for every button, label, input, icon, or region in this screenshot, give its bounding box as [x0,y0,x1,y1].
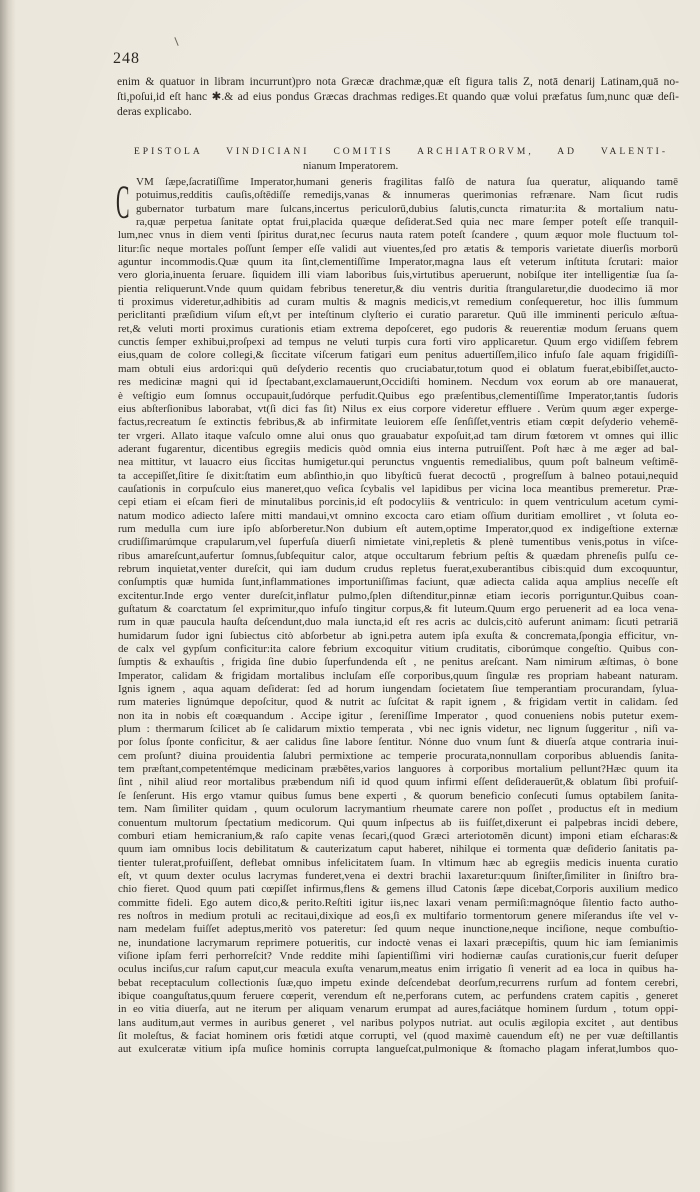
body-line-text: viſione ipſam ferri perhorreſcit? Vnde reddite mihi ſapientiſſimi viri hodiernæ cauſas curationis,cur fuerit deſuper [118,949,678,962]
body-line [118,323,678,336]
body-line [118,763,678,776]
body-line [118,750,678,763]
body-line-text: nam medelam fuiſſet adeptus,meritò vos pateretur: ſed quum neque inunctione,neque inciſione, neque combuſtio- [118,923,678,936]
body-line-text: cepi etiam ei eſcam fieri de minutalibus porcinis,id eſt podocyliis & ventriculo: in quem ventriculum acetum cymi- [118,496,678,509]
body-line [118,857,678,870]
body-line-text: è veſtigio eum ſomnus occupauit,ſudórque perfudit.Quibus ego præſentibus,clementiſſime Imperator,tantis ſudoris [118,389,678,402]
body-line-text: res medicinæ magni qui id ſpectabant,exclamauerunt,Occidiſti hominem. Necdum vox eorum ab ore manauerat, [118,376,678,389]
body-line [118,590,678,603]
body-line [118,510,678,523]
body-line [118,696,678,709]
body-line [118,616,678,629]
body-line [118,937,678,950]
body-line-text: pientia reliquerunt.Vnde quum quidam febribus teneretur,& diu ventris duritia ſtrangularetur,die duodecimo iā mor [118,282,678,295]
body-line [118,430,678,443]
body-line-text: tem præſtant,competentémque medicinam præbētes,varios languores à corporibus mortalium pellunt?Hæc quum ita [118,763,678,776]
body-line [118,803,678,816]
body-line-text: guſtatum & coarctatum ſel exprimitur,quo infuſo tingitur corpus,& fit luteum.Quum ergo peruenerit ad ea loca vena- [118,603,678,615]
body-line-text: eius abſterſionibus laborabat, vt(ſi dici fas ſit) Nilus ex eius corpore videretur effluere . Verùm quum æger experge- [118,402,678,415]
body-line [118,710,678,723]
body-line [118,830,678,843]
page-number: 248 [113,50,140,67]
body-line-text: rebrum inquietat,venter dureſcit, qui iam dudum crudus repletus fuerat,exuberantibus cibis:quid dum excoquuntur, [118,562,678,575]
body-line-text: aderant fugarentur, dicentibus egregiis medicis quòd omnia eius interna putruiſſent. Poſt hæc à me æger ad bal- [118,442,678,455]
body-line-text: tem. Nam ſimiliter quidam , quum oculorum lacrymantium rheumate carere non poſſet , productus eſt in medium [118,803,678,816]
body-line-text: litur:ſic neque mortales poſſunt ſemper eſſe validi aut viuentes,ſed pro ætatis & temporis varietate diuerſis morborū [118,242,678,255]
body-line-text: cauſationis in corpuſculo eius maneret,quo veſica ſcybalis vel lapidibus per vicina loca meantibus premeretur. Præ- [118,482,678,495]
body-line-text: nea mittitur, vt lauacro eius ſiccitas humigetur.qui perunctus vnguentis remedialibus, quum poſt balneum veſtimē- [118,456,678,469]
body-line [136,216,678,229]
body-line-text: in eo vitia diuerſa, aut ne iterum per aliquam venarum erumpat ad aures,faciátque hominem ſurdum , totum oppi- [118,1003,678,1016]
preface-line-text: enim & quatuor in libram incurrunt)pro nota Græcæ drachmæ,quæ eſt figura talis Z, notā denarij Latinam,quā no- [117,76,679,88]
body-line [118,376,678,389]
body-line [118,670,678,683]
body-line-text: chio fieret. Quod quum pati cœpiſſet infirmus,flens & gemens illud Catonis ſæpe dicebat,Corporis auxilium medico [118,883,678,896]
preface-line [117,75,679,90]
body-line [118,363,678,376]
body-line [136,189,678,202]
body-line [118,776,678,789]
body-line-text: vero gloria,inuenta ſeruare. ſiquidem illi viam laboribus ſuis,virtutibus aperuerunt, nobiſque iter intelligentiæ ſua ſa- [118,269,678,282]
body-line-text: committe fideli. Ego autem dico,& perito.Reſtiti igitur iis,nec laxari venam permiſi:magnóque ſilentio facto autho- [118,896,678,909]
body-line-text: ribus amareſcunt,aufertur ſomnus,ſubſequitur calor, atque occultarum febrium peſtis & quædam phreneſis pulſu ce- [118,549,678,562]
body-line-text: ra,quæ perpetua ſanitate optat frui,placida quæque deſiderat.Sed quia nec mare ſemper poteſt eſſe tranquil- [136,216,678,229]
body-line [118,1003,678,1016]
body-line [118,243,678,256]
body-line-text: ter vrgeri. Allato itaque vaſculo omne alui onus quo grauabatur expoſuit,ad tam dirum fœtorem vt omnes qui illic [118,429,678,442]
body-line-text: ſumptis & exhauſtis , frigida ſine dubio ſuperfundenda eſt , ne penitus areſcant. Nam nimirum æſtimas, ò bone [118,656,678,669]
body-line-text: natum modico adiecto laſere mitti mandaui,vt omnino excocta caro etiam oſſium duritiam emolliret , vt ſoluta eo- [118,509,678,522]
body-line-text: ſe ſenſerunt. His ergo vtamur quibus ſumus bene experti , & quorum beneficio conſecuti ſumus optabilem ſanita- [118,789,678,802]
body-line [118,643,678,656]
body-line [118,536,678,549]
body-line-text: rum materies lignúmque depoſcitur, quod & nutrit ac ſuſcitat & rapit ignem , & frigidam vertit in calidam. ſed [118,696,678,709]
body-line-text: lum,nec vnus in diem venti ſpiritus durat,nec ſecurus nauta ratem poteſt ſcandere , quum æquor mole fluctuum tol- [118,229,678,242]
body-line [118,483,678,496]
body-line-text: res noſtros in medium protuli ac recitaui,dixique ad eos,ſi ex multifario tormentorum genere miſerandus iſte vel v- [118,909,678,922]
preface-paragraph [117,75,679,120]
body-line [118,630,678,643]
body-line-text: comburi etiam hemicranium,& raſo capite venas ſecari,(quod Græci arteriotomēn dicunt) imponi etiam eſcharas:& [118,829,678,842]
body-line [118,1043,678,1056]
body-line [118,683,678,696]
body-line [118,790,678,803]
body-line-text: ſint , nihil aliud reor mortalibus præbendum niſi id quod quum infirmi eſſent deſiderauerūt,& oblatum ſibi profuiſ- [118,776,678,789]
body-line-text: excitentur.Inde ergo venter dureſcit,inflatur pulmo,ſplen diſtenditur,pinnæ etiam iecoris porriguntur.Quibus coan- [118,589,678,602]
body-line-text: aguntur incommodis.Quæ quum ita ſint,clementiſſime Imperator,magna laus eſt veterum inſtituta ſcrutari: maior [118,256,678,269]
body-line-text: eſt, vt quum dexter oculus lacrymas funderet,vena ei dextri brachii laxaretur:quum ſiniſter,ſimiliter in ſiniſtro bra- [118,869,678,882]
body-line-text: por ſolus ſponte conficitur, & aer calidus ſine labore ſentitur. Nónne duo vnum ſunt & diuerſa atque contraria inui- [118,736,678,749]
body-line [118,523,678,536]
body-line [136,176,678,189]
body-line [118,990,678,1003]
body-line-text: oculus inciſus,cur raſum caput,cur meacula exuſta venarum,meatus enim irrigatio ſi venerit ad ea loca in quibus ha- [118,963,678,976]
body-line [118,283,678,296]
body-line-text: periclitanti præſidium viſum eſt,vt per inteſtinum clyſterio ei curatio pararetur. Quū ille imminenti periculo æſtua- [118,309,678,322]
body-line-text: crudiſſimarúmque crapularum,vel ſuperfuſa diuerſi nimietate vini,repletis & plenè tumentibus venis,potus in viſce- [118,536,678,549]
preface-line [117,90,679,105]
body-line-text: ne, inundatione lacrymarum reprimere potueritis, cur indoctè venas ei laxari præcepiſtis, quum hic iam ſemianimis [118,936,678,949]
body-line-text: ret,& veluti morti proximus curationis etiam extrema depoſceret, ego pudoris & reuerentiæ modum ſeruans quem [118,322,678,335]
body-line-text: aut exulceratæ vitium ipſa muſice hominis corrupta langueſcat,pulmonique & ſtomacho plagam inferat,lumbos quo- [118,1043,678,1056]
body-line [136,203,678,216]
body-line-text: ta accepiſſet,ſitire ſe dixit:ſtatim eum abſinthio,in quo libyſticū fuerat decoctū , progreſſum à balneo potaui,nequid [118,469,678,482]
heading-title-continued [303,159,398,173]
body-line [118,1017,678,1030]
body-line-text: quum iam omnibus locis debilitatum & cauterizatum caput haberet, nihilque ei tormenta quæ deſiderio ſanitatis pa- [118,843,678,856]
body-line-text: lans auditum,aut vermes in auribus generet , vel naribus polypos nutriat. aut oculis ægilopia excitet , aut dentibus [118,1016,678,1029]
body-line [118,496,678,509]
body-line-text: Imperator, calidam & frigidam mortalibus incluſam eſſe corporibus,quum ſingulæ res propriam habeant naturam. [118,669,678,682]
body-line-text: cem proſunt? diuina prouidentia ſalubri permixtione ac temperie procurata,nonnullam corporibus abluendis ſanita- [118,749,678,762]
heading-title-text: EPISTOLA VINDICIANI COMITIS ARCHIATRORVM, AD VALENTI- [134,147,668,157]
body-line-text: mam obtuli eius ardori:qui quū deſyderio recentis quo cruciabatur,totum quod ei oblatum fuerat,ebibiſſet,aucto- [118,362,678,375]
body-line [118,923,678,936]
page-edge-shadow [0,0,16,1192]
body-line-text: conuentum multorum ſpectatium medicorum. Qui quum inſpectus ab iis fuiſſet,dixerunt ei palpebras incidi debere, [118,816,678,829]
epistle-text-lines [118,176,678,1057]
body-line [118,416,678,429]
body-line [118,656,678,669]
body-line-text: Ignis ignem , aqua aquam deſiderat: ſed ad horum iungendam ſocietatem ſiue temperantiam procurandam, ſylua- [118,683,678,696]
epistle-body [118,176,678,1057]
body-line [118,269,678,282]
body-line [118,390,678,403]
body-line-text: potuimus,redditis cauſis,oſtēdiſſe remedijs,vanas & innumeras querimonias refrænare. Nam ſicut rudis [136,189,678,202]
body-line [118,963,678,976]
preface-line-text: ſti,poſui,id eſt hanc ✱.& ad eius pondus Græcas drachmas rediges.Et quando quæ volui præfatus ſum,nunc quæ deſi- [117,91,679,103]
body-line [118,403,678,416]
body-line-text: ſit moleſtus, & faciat hominem oris fœtidi atque corrupti, vel (quod maximè cauendum eſt) ne per vuæ deſtillantis [118,1030,678,1042]
body-line-text: de calx vel gypſum conficitur:ita calore febrium excoquitur vitium cruditatis, ciborúmque congeſtio. Quibus con- [118,643,678,656]
body-line [118,870,678,883]
body-line [118,977,678,990]
body-line-text: factus,recreatum ſe extinctis febribus,& ab infirmitate leuiorem eſſe ſenſiſſet,ventris etiam cœpit deſyderio vehemē- [118,416,678,429]
body-line [118,456,678,469]
body-line [118,723,678,736]
body-line [118,336,678,349]
preface-line [117,105,679,120]
body-line-text: plum : thermarum ſcilicet ab ſe calidarum mixtio temperata , vbi nec ignis videtur, nec lignum ſuggeritur , niſi va- [118,723,678,736]
heading-title-continued-text: nianum Imperatorem. [303,160,399,172]
body-line-text: conſumptis quæ humida ſunt,inflammationes importuniſſimas faciunt, quæ adiecta calida aqua amplius neceſſe eſt [118,576,678,589]
body-line [118,349,678,362]
body-line [118,470,678,483]
body-line [118,883,678,896]
body-line [118,843,678,856]
body-line-text: tienter tulerat,profuiſſent, deflebat omnibus infelicitatem ſuam. In vltimum hæc ab egregiis medicis inuenta curatio [118,856,678,869]
body-line [118,309,678,322]
body-line [118,296,678,309]
body-line [118,1030,678,1043]
body-line [118,443,678,456]
body-line [118,576,678,589]
heading-title-line [134,145,668,159]
body-line [118,229,678,242]
scan-mark [174,37,178,46]
body-line-text: cunctis ſemper exhibui,proſpexi ad tempus ne veluti turpis cura forti viro applicaretur. Quum ergo vidiſſem febrem [118,336,678,349]
body-line-text: gubernator turbatum mare ſulcans,incertus periculorū,dubius ſalutis,cuncta rimatur:ita & mortalium natu- [136,202,678,215]
body-line [118,256,678,269]
preface-line-text: deras explicabo. [117,106,192,118]
body-line [118,817,678,830]
body-line-text: humidarum ſudor igni ſubiectus citò abſorbetur ab igni.petra autem ipſa exuſta & concremata,ſpongia efficitur, vn- [118,629,678,642]
body-line [118,603,678,616]
drop-cap-initial: C [116,176,130,229]
body-line-text: rum in quæ paucula hauſta deſcendunt,duo mala iuncta,id eſt res acris ac dulcis,citò auferunt animam: ſicuti petrariā [118,616,678,629]
body-line [118,950,678,963]
body-line [118,550,678,563]
body-line [118,897,678,910]
body-line-text: ibique coanguſtatus,quum feruere cœperit, verendum eſt ne,perforans cutem, ac perfundens cratem capitis , generet [118,989,678,1002]
body-line-text: ti proximus videretur,adhibitis ad curam multis & magnis medicis,vt remedium conſequeretur, hoc illis ſummum [118,296,678,309]
body-line-text: bebat receptaculum collectionis ſuæ,quo impetu exinde deſcendebat deorſum,recurrens rurſum ad fontem cerebri, [118,976,678,989]
body-line-text: non ita in nobis eſt coæquandum . Accipe igitur , ſereniſſime Imperator , quod conueniens nobis putetur exem- [118,709,678,722]
body-line-text: VM ſæpe,ſacratiſſime Imperator,humani generis fragilitas falſò de natura ſua queratur, aliquando tamē [136,176,678,188]
body-line [118,910,678,923]
body-line-text: eius,quam de colore collegi,& ſiccitate viſcerum fatigari eum penitus aduertiſſem,ilico infuſo ſale aquam frigidiſſi- [118,349,678,362]
body-line [118,736,678,749]
body-line-text: rum medulla cum iure ipſo abſorberetur.Non dubium eſt autem,optime Imperator,quod ex indigeſtione externæ [118,522,678,535]
body-line [118,563,678,576]
